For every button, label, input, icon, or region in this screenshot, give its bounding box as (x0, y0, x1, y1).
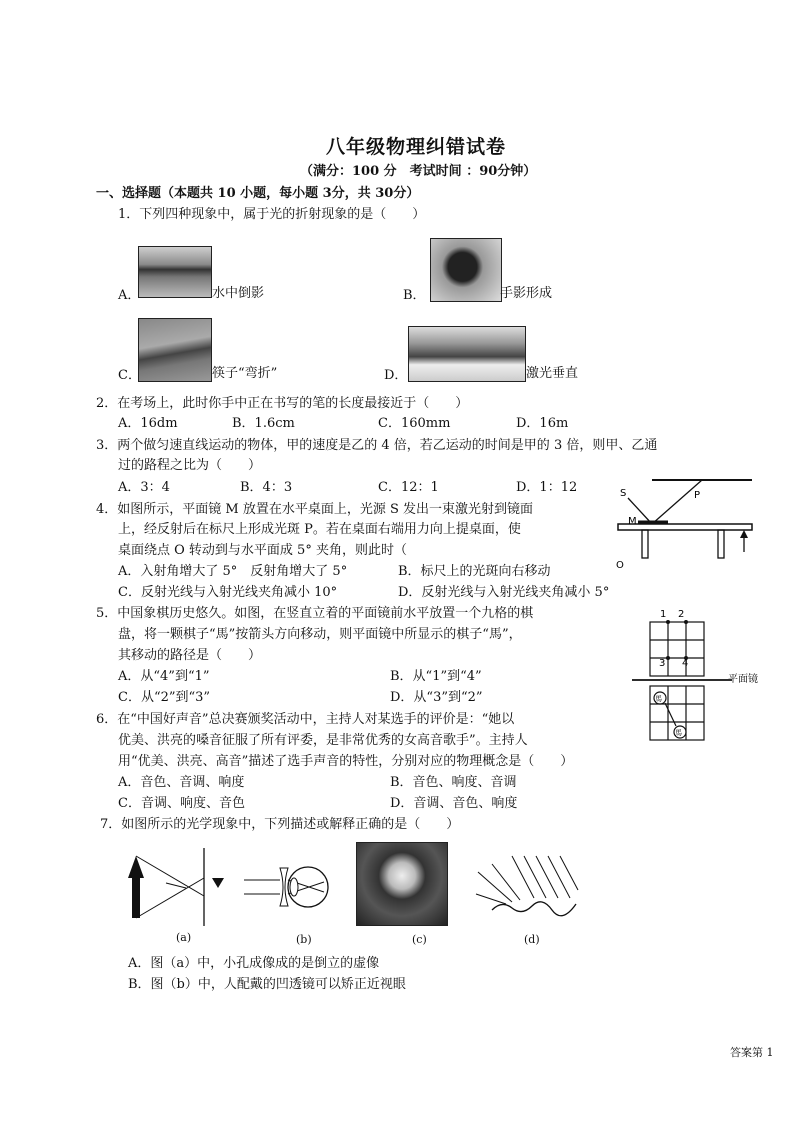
q5-stem-line2: 盘，将一颗棋子“馬”按箭头方向移动，则平面镜中所显示的棋子“馬”， (118, 627, 522, 642)
fig-label-1: 1 (660, 609, 667, 620)
q2-option-b: B．1.6cm (232, 416, 295, 431)
q6-option-b: B．音色、响度、音调 (390, 775, 517, 790)
q5-option-c: C．从“2”到“3” (118, 690, 211, 705)
q4-stem-line1: 4．如图所示，平面镜 M 放置在水平桌面上，光源 S 发出一束激光射到镜面 (96, 502, 534, 517)
q4-option-c: C．反射光线与入射光线夹角减小 10° (118, 585, 338, 600)
q1-option-c-text: 筷子“弯折” (212, 366, 278, 381)
q3-stem-line1: 3．两个做匀速直线运动的物体，甲的速度是乙的 4 倍，若乙运动的时间是甲的 3 倍，则甲、乙通 (96, 438, 658, 453)
fig-label-3: 3 (659, 658, 666, 669)
q5-option-d: D．从“3”到“2” (390, 690, 483, 705)
fig-piece-end: 馬 (675, 729, 682, 737)
q6-stem-line3: 用“优美、洪亮、高音”描述了选手声音的特性，分别对应的物理概念是（ ） (118, 754, 574, 769)
q7-caption-b: (b) (296, 933, 312, 946)
pinhole-figure (126, 848, 236, 928)
q3-stem-line2: 过的路程之比为（ ） (118, 458, 262, 473)
q1-option-a-text: 水中倒影 (212, 286, 265, 301)
q4-option-a: A．入射角增大了 5° 反射角增大了 5° (118, 564, 348, 579)
q5-option-b: B．从“1”到“4” (390, 669, 482, 684)
chopsticks-photo (138, 318, 212, 382)
q3-option-d: D．1：12 (516, 480, 578, 495)
fig-label-m: M (628, 516, 637, 527)
q7-option-b: B．图（b）中，人配戴的凹透镜可以矫正近视眼 (128, 977, 406, 992)
q6-stem-line2: 优美、洪亮的嗓音征服了所有评委，是非常优秀的女高音歌手”。主持人 (118, 733, 528, 748)
q1-option-b-text: 手影形成 (500, 286, 553, 301)
reflection-photo (138, 246, 212, 298)
q7-caption-d: (d) (524, 933, 540, 946)
fig-label-o: O (616, 560, 624, 571)
q2-option-c: C．160mm (378, 416, 451, 431)
q1-option-b-letter: B． (403, 288, 426, 303)
q6-stem-line1: 6．在“中国好声音”总决赛颁奖活动中，主持人对某选手的评价是：“她以 (96, 712, 515, 727)
fig-label-2: 2 (678, 609, 685, 620)
q1-option-d-text: 激光垂直 (526, 366, 579, 381)
exam-info: （满分：100 分 考试时间 ：90分钟） (300, 164, 537, 179)
q7-stem: 7．如图所示的光学现象中，下列描述或解释正确的是（ ） (100, 817, 460, 832)
fig-label-p: P (694, 490, 701, 501)
eye-lens-figure (244, 858, 334, 918)
q1-option-c-letter: C． (118, 368, 141, 383)
q4-option-d: D．反射光线与入射光线夹角减小 5° (398, 585, 610, 600)
q7-caption-c: (c) (412, 933, 427, 946)
q1-option-a-letter: A． (118, 288, 141, 303)
q6-option-c: C．音调、响度、音色 (118, 796, 245, 811)
q7-option-a: A．图（a）中，小孔成像成的是倒立的虚像 (128, 956, 380, 971)
q2-option-d: D．16m (516, 416, 569, 431)
chess-mirror-figure (632, 604, 772, 744)
q1-stem: 1．下列四种现象中，属于光的折射现象的是（ ） (118, 207, 426, 222)
fig-piece-start: 馬 (655, 695, 662, 703)
section-heading: 一、选择题（本题共 10 小题，每小题 3分，共 30分） (96, 186, 420, 201)
page-title: 八年级物理纠错试卷 (326, 136, 507, 158)
q5-stem-line3: 其移动的路径是（ ） (118, 648, 262, 663)
q4-option-b: B．标尺上的光斑向右移动 (398, 564, 551, 579)
laser-photo (408, 326, 526, 382)
diffuse-reflection-figure (472, 850, 582, 925)
fig-label-s: S (620, 488, 627, 499)
q6-option-a: A．音色、音调、响度 (118, 775, 245, 790)
q4-stem-line2: 上，经反射后在标尺上形成光斑 P。若在桌面右端用力向上提桌面，使 (118, 522, 521, 537)
q3-option-c: C．12：1 (378, 480, 439, 495)
q2-option-a: A．16dm (118, 416, 178, 431)
page-footer: 答案第 1 (730, 1046, 774, 1059)
mirror-table-figure (612, 474, 762, 574)
q7-caption-a: (a) (176, 931, 192, 944)
hand-shadow-photo (430, 238, 502, 302)
q2-stem: 2．在考场上，此时你手中正在书写的笔的长度最接近于（ ） (96, 396, 469, 411)
q5-stem-line1: 5．中国象棋历史悠久。如图，在竖直立着的平面镜前水平放置一个九格的棋 (96, 606, 534, 621)
fig-label-4: 4 (682, 658, 689, 669)
portrait-photo (356, 842, 448, 926)
fig-label-mirror: 平面镜 (728, 674, 758, 685)
q4-stem-line3: 桌面绕点 O 转动到与水平面成 5° 夹角，则此时（ (118, 543, 407, 558)
q3-option-b: B．4：3 (240, 480, 293, 495)
q6-option-d: D．音调、音色、响度 (390, 796, 518, 811)
q3-option-a: A．3：4 (118, 480, 170, 495)
q5-option-a: A．从“4”到“1” (118, 669, 210, 684)
q1-option-d-letter: D． (384, 368, 408, 383)
